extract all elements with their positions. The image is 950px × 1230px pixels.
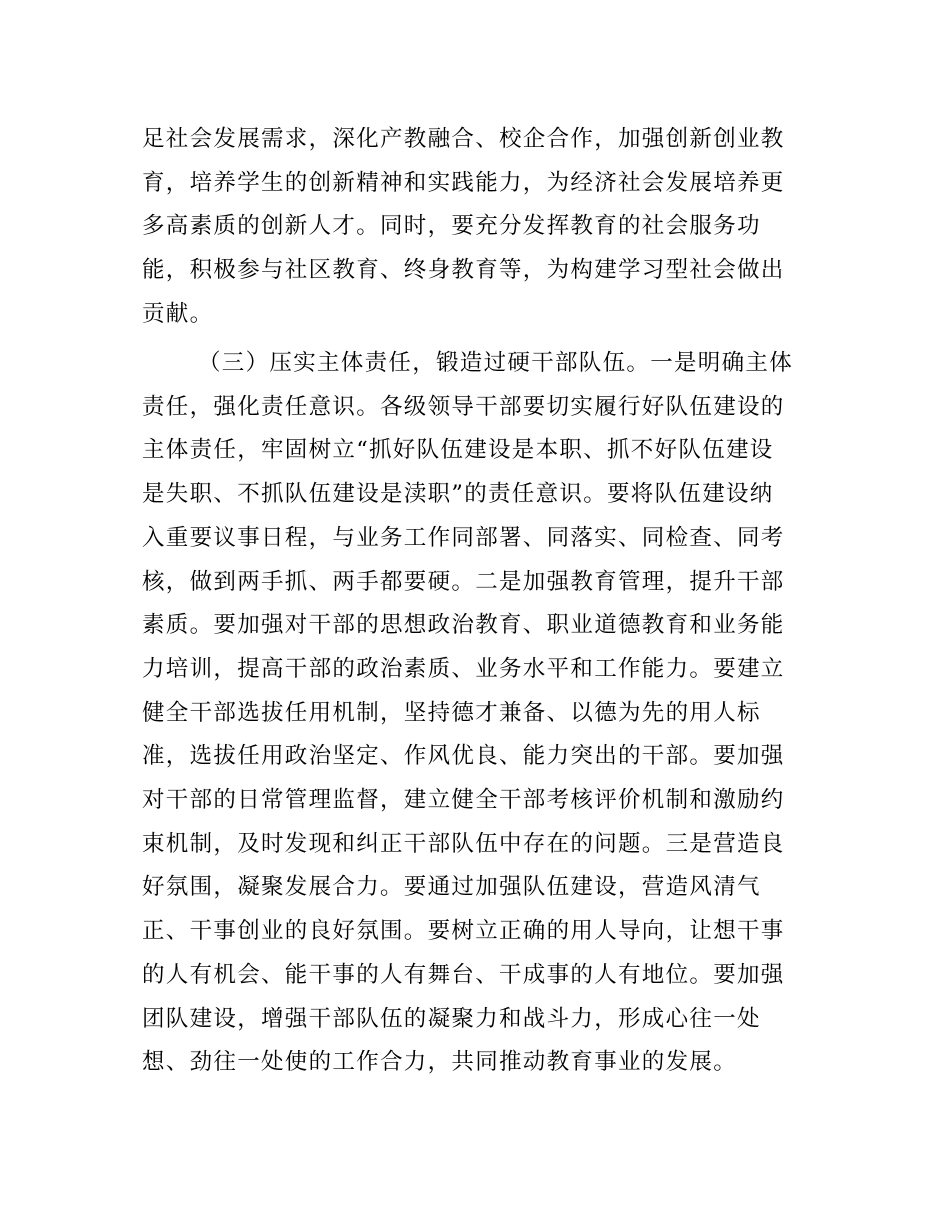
text-line: 责任，强化责任意识。各级领导干部要切实履行好队伍建设的 [142,393,785,420]
text-line: 对干部的日常管理监督，建立健全干部考核评价机制和激励约 [142,787,785,814]
text-line: 贡献。 [142,300,214,327]
text-line: 力培训，提高干部的政治素质、业务水平和工作能力。要建立 [142,655,785,682]
text-line: 多高素质的创新人才。同时，要充分发挥教育的社会服务功 [142,213,761,240]
text-line: 核，做到两手抓、两手都要硬。二是加强教育管理，提升干部 [142,568,785,595]
text-line: 主体责任，牢固树立“抓好队伍建设是本职、抓不好队伍建设 [142,437,774,464]
paragraph-section-three [142,342,810,1085]
text-line: 素质。要加强对干部的思想政治教育、职业道德教育和业务能 [142,612,785,639]
text-line: 束机制，及时发现和纠正干部队伍中存在的问题。三是营造良 [142,830,785,857]
text-line: 足社会发展需求，深化产教融合、校企合作，加强创新创业教 [142,126,785,152]
paragraph-continuation [142,118,810,337]
text-line: 入重要议事日程，与业务工作同部署、同落实、同检查、同考 [142,524,785,551]
text-line: 的人有机会、能干事的人有舞台、干成事的人有地位。要加强 [142,961,785,988]
section-heading-line: （三）压实主体责任，锻造过硬干部队伍。一是明确主体 [198,350,794,376]
text-line: 能，积极参与社区教育、终身教育等，为构建学习型社会做出 [142,257,785,284]
text-line: 好氛围，凝聚发展合力。要通过加强队伍建设，营造风清气 [142,874,761,901]
text-line: 健全干部选拔任用机制，坚持德才兼备、以德为先的用人标 [142,699,761,726]
text-line: 育，培养学生的创新精神和实践能力，为经济社会发展培养更 [142,169,785,196]
text-line: 团队建设，增强干部队伍的凝聚力和战斗力，形成心往一处 [142,1005,761,1032]
text-line: 准，选拔任用政治坚定、作风优良、能力突出的干部。要加强 [142,743,785,770]
text-line: 正、干事创业的良好氛围。要树立正确的用人导向，让想干事 [142,918,785,945]
text-line: 想、劲往一处使的工作合力，共同推动教育事业的发展。 [142,1049,738,1076]
text-line: 是失职、不抓队伍建设是渎职”的责任意识。要将队伍建设纳 [142,481,774,508]
